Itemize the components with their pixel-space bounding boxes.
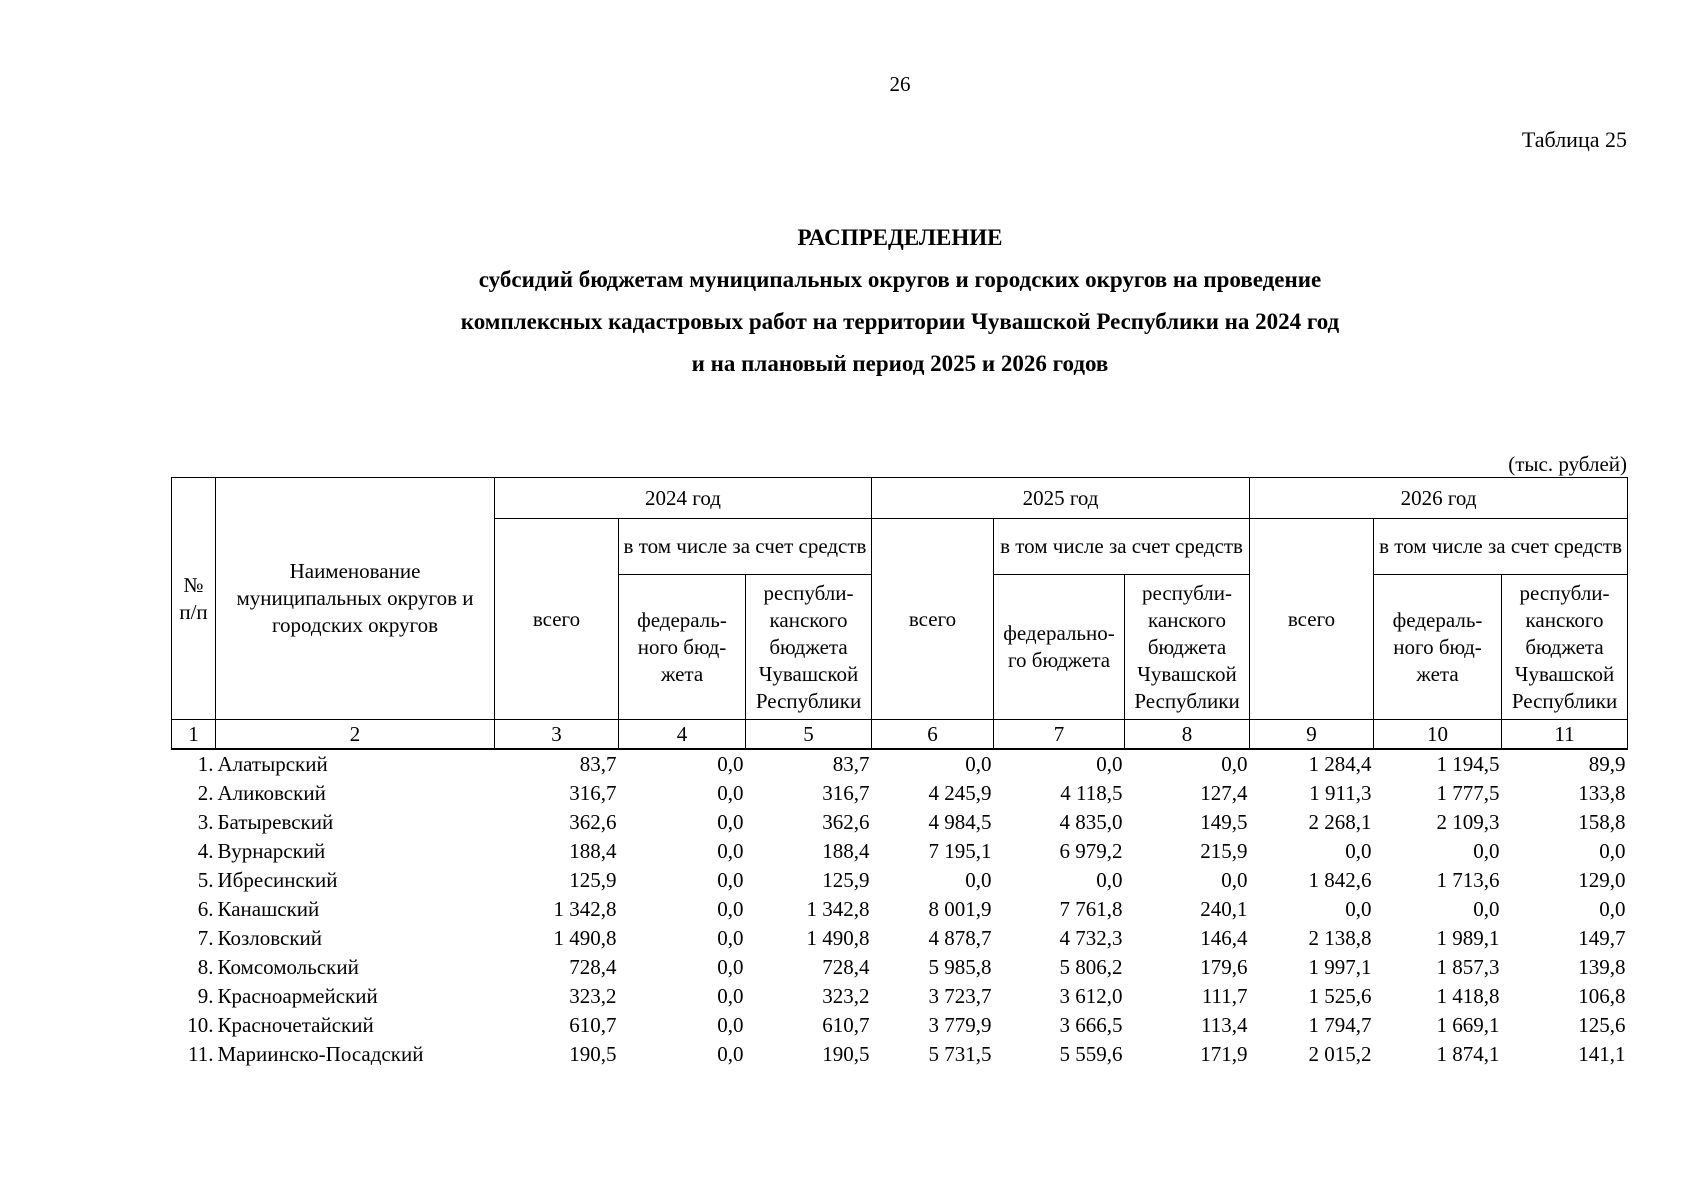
value-cell: 0,0 xyxy=(717,810,744,834)
district-name: Аликовский xyxy=(217,781,326,805)
value-cell: 8 001,9 xyxy=(928,897,992,921)
value-cell: 362,6 xyxy=(569,810,617,834)
value-cell: 1 794,7 xyxy=(1308,1013,1372,1037)
row-number: 6. xyxy=(197,897,214,921)
value-cell: 4 984,5 xyxy=(928,810,992,834)
header-incl-2024: в том числе за счет средств xyxy=(619,519,872,575)
page-number: 26 xyxy=(889,72,911,96)
value-cell: 4 732,3 xyxy=(1059,926,1123,950)
value-cell: 1 669,1 xyxy=(1436,1013,1500,1037)
value-cell: 141,1 xyxy=(1578,1042,1626,1066)
value-cell: 240,1 xyxy=(1200,897,1248,921)
district-name: Вурнарский xyxy=(217,839,326,863)
value-cell: 149,7 xyxy=(1578,926,1626,950)
document-title xyxy=(0,217,1697,385)
value-cell: 0,0 xyxy=(1599,897,1626,921)
value-cell: 133,8 xyxy=(1578,781,1626,805)
row-number: 7. xyxy=(197,926,214,950)
value-cell: 4 878,7 xyxy=(928,926,992,950)
value-cell: 1 842,6 xyxy=(1308,868,1372,892)
value-cell: 158,8 xyxy=(1578,810,1626,834)
value-cell: 5 559,6 xyxy=(1059,1042,1123,1066)
value-cell: 190,5 xyxy=(822,1042,870,1066)
value-cell: 1 989,1 xyxy=(1436,926,1500,950)
value-cell: 4 118,5 xyxy=(1060,781,1123,805)
value-cell: 0,0 xyxy=(1096,868,1123,892)
value-cell: 0,0 xyxy=(717,839,744,863)
header-federal-2025: федерально- го бюджета xyxy=(994,575,1125,720)
row-number: 8. xyxy=(197,955,214,979)
row-number: 11. xyxy=(188,1042,214,1066)
value-cell: 1 777,5 xyxy=(1436,781,1500,805)
header-republic-2026: республи- канского бюджета Чувашской Республики xyxy=(1502,575,1628,720)
header-republic-2025: республи- канского бюджета Чувашской Республики xyxy=(1125,575,1250,720)
value-cell: 0,0 xyxy=(1473,839,1500,863)
table-row xyxy=(172,924,1628,953)
value-cell: 0,0 xyxy=(1096,752,1123,776)
value-cell: 129,0 xyxy=(1578,868,1626,892)
value-cell: 106,8 xyxy=(1578,984,1626,1008)
value-cell: 6 979,2 xyxy=(1059,839,1123,863)
header-total-2025: всего xyxy=(872,519,994,720)
value-cell: 3 612,0 xyxy=(1059,984,1123,1008)
table-row xyxy=(172,895,1628,924)
district-name: Мариинско-Посадский xyxy=(217,1042,424,1066)
value-cell: 316,7 xyxy=(569,781,617,805)
table-row xyxy=(172,866,1628,895)
value-cell: 1 342,8 xyxy=(553,897,617,921)
header-federal-2024: федераль- ного бюд- жета xyxy=(619,575,746,720)
value-cell: 1 525,6 xyxy=(1308,984,1372,1008)
value-cell: 83,7 xyxy=(579,752,617,776)
header-total-2024: всего xyxy=(495,519,619,720)
value-cell: 610,7 xyxy=(569,1013,617,1037)
table-row xyxy=(172,953,1628,982)
table-row xyxy=(172,749,1628,779)
title-line: субсидий бюджетам муниципальных округов и городских округов на проведение xyxy=(478,267,1322,292)
value-cell: 1 911,3 xyxy=(1309,781,1372,805)
value-cell: 0,0 xyxy=(717,752,744,776)
value-cell: 1 418,8 xyxy=(1436,984,1500,1008)
value-cell: 2 109,3 xyxy=(1436,810,1500,834)
value-cell: 125,9 xyxy=(822,868,870,892)
column-number: 4 xyxy=(619,720,746,750)
district-name: Козловский xyxy=(217,926,323,950)
value-cell: 4 835,0 xyxy=(1059,810,1123,834)
value-cell: 0,0 xyxy=(1221,868,1248,892)
value-cell: 1 490,8 xyxy=(806,926,870,950)
value-cell: 1 997,1 xyxy=(1308,955,1372,979)
header-year-2024: 2024 год xyxy=(495,478,872,519)
column-number: 7 xyxy=(994,720,1125,750)
value-cell: 610,7 xyxy=(822,1013,870,1037)
value-cell: 1 713,6 xyxy=(1436,868,1500,892)
value-cell: 7 761,8 xyxy=(1059,897,1123,921)
value-cell: 1 874,1 xyxy=(1436,1042,1500,1066)
district-name: Красночетайский xyxy=(217,1013,374,1037)
value-cell: 179,6 xyxy=(1200,955,1248,979)
district-name: Ибресинский xyxy=(217,868,338,892)
value-cell: 5 731,5 xyxy=(928,1042,992,1066)
distribution-table xyxy=(171,477,1628,1069)
header-republic-2024: республи- канского бюджета Чувашской Республики xyxy=(746,575,872,720)
value-cell: 323,2 xyxy=(569,984,617,1008)
table-label: Таблица 25 xyxy=(1521,127,1627,152)
value-cell: 728,4 xyxy=(822,955,870,979)
column-number: 8 xyxy=(1125,720,1250,750)
header-total-2026: всего xyxy=(1250,519,1374,720)
district-name: Комсомольский xyxy=(217,955,359,979)
value-cell: 215,9 xyxy=(1200,839,1248,863)
column-number: 11 xyxy=(1502,720,1628,750)
value-cell: 2 138,8 xyxy=(1308,926,1372,950)
value-cell: 113,4 xyxy=(1201,1013,1248,1037)
value-cell: 111,7 xyxy=(1201,984,1248,1008)
value-cell: 0,0 xyxy=(1473,897,1500,921)
value-cell: 139,8 xyxy=(1578,955,1626,979)
header-year-2026: 2026 год xyxy=(1250,478,1628,519)
table-body xyxy=(172,749,1628,1069)
value-cell: 0,0 xyxy=(1345,839,1372,863)
table-row xyxy=(172,1011,1628,1040)
value-cell: 2 015,2 xyxy=(1308,1042,1372,1066)
value-cell: 362,6 xyxy=(822,810,870,834)
value-cell: 5 985,8 xyxy=(928,955,992,979)
header-federal-2026: федераль- ного бюд- жета xyxy=(1374,575,1502,720)
value-cell: 83,7 xyxy=(832,752,870,776)
table-row xyxy=(172,837,1628,866)
value-cell: 188,4 xyxy=(569,839,617,863)
value-cell: 0,0 xyxy=(717,1013,744,1037)
value-cell: 89,9 xyxy=(1588,752,1626,776)
row-number: 1. xyxy=(197,752,214,776)
value-cell: 146,4 xyxy=(1200,926,1248,950)
value-cell: 0,0 xyxy=(1221,752,1248,776)
value-cell: 1 284,4 xyxy=(1308,752,1372,776)
value-cell: 5 806,2 xyxy=(1059,955,1123,979)
district-name: Канашский xyxy=(217,897,320,921)
header-incl-2026: в том числе за счет средств xyxy=(1374,519,1628,575)
value-cell: 1 857,3 xyxy=(1436,955,1500,979)
value-cell: 125,6 xyxy=(1578,1013,1626,1037)
value-cell: 171,9 xyxy=(1200,1042,1248,1066)
value-cell: 0,0 xyxy=(717,897,744,921)
row-number: 3. xyxy=(197,810,214,834)
value-cell: 323,2 xyxy=(822,984,870,1008)
value-cell: 0,0 xyxy=(717,926,744,950)
table-row xyxy=(172,779,1628,808)
table-row xyxy=(172,808,1628,837)
units-label: (тыс. рублей) xyxy=(1508,452,1627,476)
value-cell: 188,4 xyxy=(822,839,870,863)
column-number: 3 xyxy=(495,720,619,750)
value-cell: 149,5 xyxy=(1200,810,1248,834)
district-name: Батыревский xyxy=(217,810,334,834)
value-cell: 0,0 xyxy=(965,868,992,892)
column-number: 6 xyxy=(872,720,994,750)
table-row xyxy=(172,1040,1628,1069)
district-name: Алатырский xyxy=(217,752,328,776)
row-number: 10. xyxy=(187,1013,214,1037)
value-cell: 1 342,8 xyxy=(806,897,870,921)
table-row xyxy=(172,982,1628,1011)
value-cell: 0,0 xyxy=(965,752,992,776)
column-number-row xyxy=(172,720,1628,750)
header-name: Наименование муниципальных округов и городских округов xyxy=(216,478,495,720)
value-cell: 3 779,9 xyxy=(928,1013,992,1037)
header-year-2025: 2025 год xyxy=(872,478,1250,519)
column-number: 9 xyxy=(1250,720,1374,750)
value-cell: 0,0 xyxy=(717,1042,744,1066)
value-cell: 1 194,5 xyxy=(1436,752,1500,776)
value-cell: 0,0 xyxy=(717,955,744,979)
row-number: 9. xyxy=(197,984,214,1008)
value-cell: 728,4 xyxy=(569,955,617,979)
title-line: комплексных кадастровых работ на территории Чувашской Республики на 2024 год xyxy=(460,309,1340,334)
value-cell: 4 245,9 xyxy=(928,781,992,805)
row-number: 4. xyxy=(197,839,214,863)
header-incl-2025: в том числе за счет средств xyxy=(994,519,1250,575)
title-line: РАСПРЕДЕЛЕНИЕ xyxy=(797,225,1003,250)
value-cell: 127,4 xyxy=(1200,781,1248,805)
value-cell: 2 268,1 xyxy=(1308,810,1372,834)
value-cell: 3 666,5 xyxy=(1059,1013,1123,1037)
value-cell: 7 195,1 xyxy=(928,839,992,863)
row-number: 2. xyxy=(197,781,214,805)
value-cell: 0,0 xyxy=(717,984,744,1008)
value-cell: 0,0 xyxy=(717,781,744,805)
value-cell: 3 723,7 xyxy=(928,984,992,1008)
value-cell: 0,0 xyxy=(1599,839,1626,863)
value-cell: 125,9 xyxy=(569,868,617,892)
district-name: Красноармейский xyxy=(217,984,378,1008)
column-number: 5 xyxy=(746,720,872,750)
column-number: 10 xyxy=(1374,720,1502,750)
header-num: № п/п xyxy=(172,478,216,720)
column-number: 1 xyxy=(172,720,216,750)
title-line: и на плановый период 2025 и 2026 годов xyxy=(691,351,1109,376)
value-cell: 316,7 xyxy=(822,781,870,805)
value-cell: 0,0 xyxy=(717,868,744,892)
value-cell: 190,5 xyxy=(569,1042,617,1066)
row-number: 5. xyxy=(197,868,214,892)
value-cell: 0,0 xyxy=(1345,897,1372,921)
value-cell: 1 490,8 xyxy=(553,926,617,950)
column-number: 2 xyxy=(216,720,495,750)
